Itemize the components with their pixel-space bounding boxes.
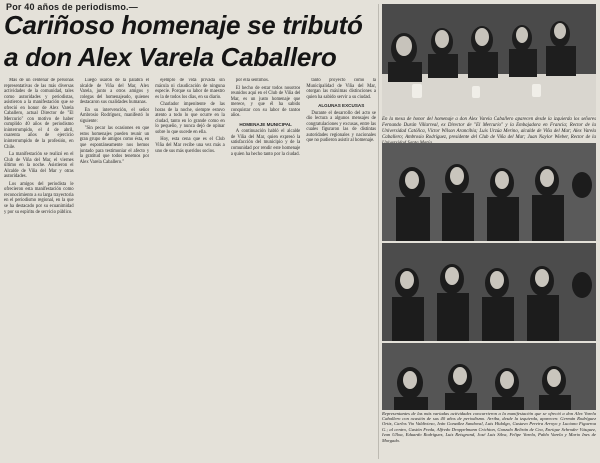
paragraph: La manifestación se realizó en el Club de Viña del Mar, el viernes último en la noche. Asistieron el Alcalde de Viña del Mar y otras autoridades.: [4, 152, 74, 180]
paragraph: Más de un centenar de personas representativas de las más diversas actividades de la comunidad, tales como autoridades y periodistas, asistieron a la manifestación que se ofreció en honor de Alex Varela Caballero, actual Director de "El Mercurio" con motivo de haber cumplido 40 años de periodismo ininterrumpido, el 4 de abril, cuarenta años de ejercicio ininterrumpido de la profesión, en Chile.: [4, 78, 74, 150]
article-column-2: [80, 78, 150, 458]
column-divider: [378, 4, 379, 459]
head-table-photo: [382, 4, 596, 116]
headline-line-2: a don Alex Varela Caballero: [4, 42, 337, 72]
paragraph: Los amigos del periodista le ofrecieron esta manifestación como reconocimiento a su larga trayectoria en el periodismo regional, en la que se ha destacado por su ecuanimidad y por su espíritu de servicio público.: [4, 181, 74, 215]
paragraph: Hoy, esta cena que es el Club Viña del Mar recibe una vez más a uno de sus más queridos socios.: [155, 137, 225, 154]
paragraph: Luego usaron de la palabra el alcalde de Viña del Mar, Alex Varela, junto a otros amigos y colegas del homenajeado, quienes destacaron sus cualidades humanas.: [79, 78, 150, 106]
article-column-3: [155, 78, 225, 458]
headline-line-1: Cariñoso homenaje se tributó: [4, 10, 363, 40]
paragraph: "Sin pecar las ocasiones en que estos homenajes pueden reunir un gran grupo de amigos como ésta, en que espontáneamente nos hemos juntado para testimoniar el afecto y la gratitud que todos tenemos por Alex Varela Caballero.": [79, 126, 150, 165]
paragraph: ejemplo de vida privada sin mácula ni claudicación de ninguna especie. Porque su labor de maestro es la de todos los días, en su diario.: [155, 78, 225, 100]
article-column-5: [306, 78, 376, 458]
paragraph: En su intervención, el señor Ambrosio Rodríguez, manifestó lo siguiente:: [79, 107, 150, 124]
article-kicker: Por 40 años de periodismo.—: [6, 2, 138, 12]
paragraph: A continuación habló el alcalde de Viña del Mar, quien expresó la satisfacción del municipio y de la comunidad por rendir este homenaje a quien ha hecho tanto por la ciudad.: [230, 129, 301, 157]
paragraph: tanto proyecto como la Municipalidad de Viña del Mar, otorgan las máximas distinciones a quien ha sabido servir a su ciudad.: [306, 78, 376, 100]
article-body: [4, 78, 376, 458]
paragraph: El hecho de estar todos nosotros reunidos aquí en el Club de Viña del Mar, es un justo homenaje que merece, y que él ha sabido conquistar con su labor de tantos años.: [230, 85, 301, 119]
photo-caption-bottom: Representantes de las más variadas actividades concurrieron a la manifestación que se ofreció a don Alex Varela Caballero con ocasión de sus 40 años de periodismo. Arriba, desde la izquierda, aparecen: Germán Rodríguez Ortiz, Carlos Vio Valdivieso, Iván González Sandoval, Luis Hidalgo, Gustavo Pereira Arroyo y Luciano Figueroa G.; al centro, Gastón Freda, Alfredo Droppelmann Crichton, Gonzalo Beltrán de Cea, Enrique Schroder Vásquez, Ivan Ulloa, Eduardo Rodríguez, Luis Reisgrand, José Luis Silva, Felipe Varela, Pablo Varela y Mario Ines de Morgado.: [382, 410, 596, 443]
section-subheading: HOMENAJE MUNICIPAL: [239, 121, 292, 127]
paragraph: Charlador impenitente de las horas de la noche, siempre estuvo atento a todo lo que ocurre en la ciudad, tanto en lo grande como en lo pequeño, y nunca dejó de opinar sobre lo que sucede en ella.: [155, 102, 225, 135]
article-column-4: [231, 78, 301, 458]
section-subheading: ALGUNAS EXCUSAS: [318, 103, 365, 109]
attendees-photo-collage: [382, 143, 596, 443]
article-column-1: [4, 78, 74, 458]
paragraph: por ella sentimos.: [235, 78, 269, 83]
photo-caption-top: En la mesa de honor del homenaje a don Alex Varela Caballero aparecen desde la izquierda los señores Fernando Durán Villarreal, ex Director de "El Mercurio" y la Embajadora en Francia; Rector de la Universidad Católica, Víctor Wilson Arancibia; Luis Urzúa Merino, alcalde de Viña del Mar; Alex Varela Caballero; Ambrosio Rodríguez, presidente del Club de Viña del Mar; Juan Naylor Wieber, Rector de la: [382, 117, 596, 140]
paragraph: Durante el desarrollo del acto se dio lectura a algunos mensajes de congratulaciones y excusas, entre las cuales figuraron las de distintas autoridades regionales y nacionales que no pudieron asistir al homenaje.: [306, 110, 376, 144]
